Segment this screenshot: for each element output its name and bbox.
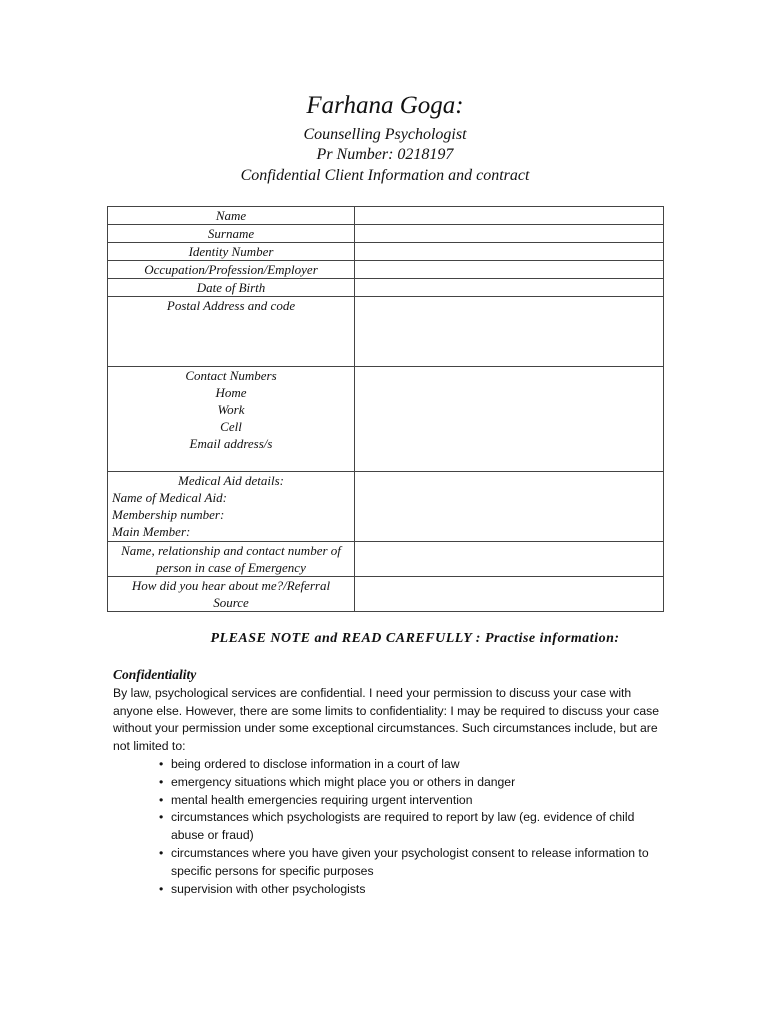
confidentiality-paragraph: By law, psychological services are confidential. I need your permission to discuss your case with anyone else. However, there are some limits to confidentiality: I may be required to discuss your case without your permission under some exceptional circumstances. Such circumstances include, but are not limited to:	[113, 685, 659, 754]
label-emergency-contact	[108, 542, 355, 577]
confidentiality-section	[113, 666, 663, 898]
field-emergency-contact[interactable]	[355, 542, 664, 577]
client-information-form	[107, 206, 664, 612]
label-date-of-birth: Date of Birth	[108, 279, 355, 297]
label-name: Name	[108, 207, 355, 225]
practice-number: Pr Number: 0218197	[316, 146, 454, 163]
label-postal-address: Postal Address and code	[108, 297, 355, 367]
label-contact-numbers	[108, 367, 355, 472]
practitioner-title: Counselling Psychologist	[303, 126, 467, 143]
label-emergency-line-2: person in case of Emergency	[156, 560, 306, 575]
field-name[interactable]	[355, 207, 664, 225]
list-item: • being ordered to disclose information in a court of law	[159, 756, 663, 774]
label-contact-heading: Contact Numbers	[185, 368, 277, 383]
list-item: • emergency situations which might place you or others in danger	[159, 774, 663, 792]
document-subtitle: Confidential Client Information and contract	[240, 167, 530, 184]
confidentiality-limits-list	[113, 756, 663, 898]
label-occupation: Occupation/Profession/Employer	[108, 261, 355, 279]
bullet-icon: •	[159, 881, 164, 896]
label-emergency-line-1: Name, relationship and contact number of	[121, 543, 341, 558]
field-occupation[interactable]	[355, 261, 664, 279]
label-identity-number: Identity Number	[108, 243, 355, 261]
label-surname: Surname	[108, 225, 355, 243]
label-contact-cell: Cell	[220, 419, 242, 434]
list-item: • circumstances which psychologists are required to report by law (eg. evidence of child abuse or fraud)	[159, 810, 635, 843]
label-membership-number: Membership number:	[112, 507, 225, 522]
field-date-of-birth[interactable]	[355, 279, 664, 297]
label-medical-aid	[108, 472, 355, 542]
label-contact-email: Email address/s	[189, 436, 273, 451]
field-referral-source[interactable]	[355, 577, 664, 612]
field-identity-number[interactable]	[355, 243, 664, 261]
confidentiality-heading: Confidentiality	[113, 667, 197, 682]
field-medical-aid[interactable]	[355, 472, 664, 542]
label-medical-aid-name: Name of Medical Aid:	[112, 490, 227, 505]
label-referral-line-1: How did you hear about me?/Referral	[131, 578, 331, 593]
label-contact-work: Work	[217, 402, 245, 417]
field-postal-address[interactable]	[355, 297, 664, 367]
bullet-icon: •	[159, 774, 164, 789]
bullet-icon: •	[159, 810, 164, 825]
label-contact-home: Home	[215, 385, 247, 400]
label-main-member: Main Member:	[112, 524, 191, 539]
practitioner-name: Farhana Goga:	[306, 92, 464, 119]
label-medical-aid-heading: Medical Aid details:	[178, 473, 284, 488]
bullet-icon: •	[159, 845, 164, 860]
label-referral-source	[108, 577, 355, 612]
field-surname[interactable]	[355, 225, 664, 243]
list-item: • mental health emergencies requiring urgent intervention	[159, 792, 663, 810]
practice-information-notice: PLEASE NOTE and READ CAREFULLY : Practise information:	[210, 631, 620, 646]
field-contact-numbers[interactable]	[355, 367, 664, 472]
list-item: • supervision with other psychologists	[159, 881, 663, 899]
list-item: • circumstances where you have given your psychologist consent to release information to specific persons for specific purposes	[159, 845, 649, 878]
label-referral-line-2: Source	[213, 595, 249, 610]
bullet-icon: •	[159, 756, 164, 771]
bullet-icon: •	[159, 792, 164, 807]
